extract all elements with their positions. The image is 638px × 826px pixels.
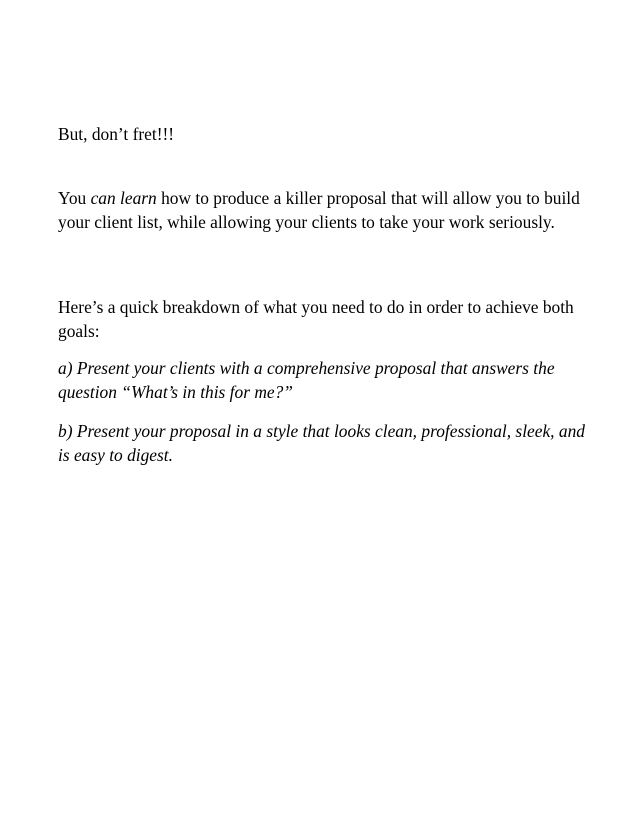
intro-line: But, don’t fret!!! [58, 124, 175, 144]
goal-b: b) Present your proposal in a style that looks clean, professional, sleek, and is easy to digest. [58, 421, 585, 465]
learn-paragraph-rest: how to produce a killer proposal that will allow you to build your client list, while allowing your clients to take your work seriously. [58, 188, 580, 232]
goal-a: a) Present your clients with a comprehensive proposal that answers the question “What’s in this for me?” [58, 358, 555, 402]
learn-paragraph [58, 186, 593, 234]
learn-paragraph-emphasis: can learn [90, 188, 157, 208]
learn-paragraph-lead: You [58, 188, 91, 208]
breakdown-paragraph: Here’s a quick breakdown of what you need to do in order to achieve both goals: [58, 297, 574, 341]
